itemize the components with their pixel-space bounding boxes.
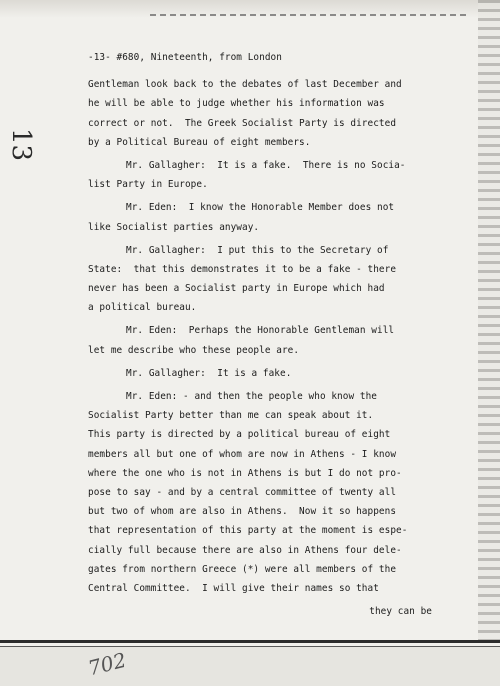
paragraph: [88, 75, 460, 152]
next-page-strip: [0, 647, 500, 686]
page-header: -13- #680, Nineteenth, from London: [88, 52, 282, 63]
text-line: Mr. Eden: I know the Honorable Member does not: [126, 202, 395, 214]
text-line: State: that this demonstrates it to be a fake - there: [88, 263, 397, 275]
text-line: never has been a Socialist party in Europe which had: [88, 283, 385, 295]
paragraph: [88, 241, 460, 318]
text-line: Mr. Gallagher: It is a fake.: [126, 367, 292, 379]
text-line: Gentleman look back to the debates of last December and: [88, 79, 402, 91]
text-line: that representation of this party at the moment is espe-: [88, 525, 408, 537]
text-line: cially full because there are also in Athens four dele-: [88, 544, 402, 556]
continuation-catchword: they can be: [369, 606, 432, 618]
text-line: Central Committee. I will give their names so that: [88, 582, 379, 594]
handwritten-footer-mark: 702: [85, 647, 129, 681]
document-body: [88, 48, 460, 621]
text-line: correct or not. The Greek Socialist Party is directed: [88, 117, 397, 129]
text-line: This party is directed by a political bureau of eight: [88, 429, 391, 441]
text-line: let me describe who these people are.: [88, 344, 300, 356]
paragraph: [88, 387, 460, 598]
text-line: gates from northern Greece (*) were all members of the: [88, 563, 397, 575]
handwritten-margin-note: 13: [6, 128, 36, 162]
text-line: Socialist Party better than me can speak about it.: [88, 410, 374, 422]
paragraph: [88, 156, 460, 194]
text-line: like Socialist parties anyway.: [88, 221, 260, 233]
text-line: where the one who is not in Athens is but I do not pro-: [88, 467, 402, 479]
scan-top-rule: [150, 14, 470, 16]
text-line: a political bureau.: [88, 302, 197, 314]
text-line: by a Political Bureau of eight members.: [88, 136, 311, 148]
page-bottom-edge: [0, 640, 500, 643]
text-line: Mr. Eden: - and then the people who know the: [126, 391, 377, 402]
text-line: Mr. Gallagher: I put this to the Secretary of: [126, 244, 389, 256]
text-line: he will be able to judge whether his information was: [88, 98, 385, 110]
text-line: Mr. Eden: Perhaps the Honorable Gentleman will: [126, 325, 395, 337]
scan-right-edge: [478, 0, 500, 640]
text-line: but two of whom are also in Athens. Now it so happens: [88, 506, 397, 518]
text-line: Mr. Gallagher: It is a fake. There is no Socia-: [126, 159, 406, 171]
text-line: members all but one of whom are now in Athens - I know: [88, 448, 397, 460]
paragraph: [88, 321, 460, 359]
text-line: pose to say - and by a central committee of twenty all: [88, 486, 397, 498]
paragraph: [88, 198, 460, 236]
paragraph: [88, 364, 460, 383]
text-line: list Party in Europe.: [88, 179, 208, 191]
